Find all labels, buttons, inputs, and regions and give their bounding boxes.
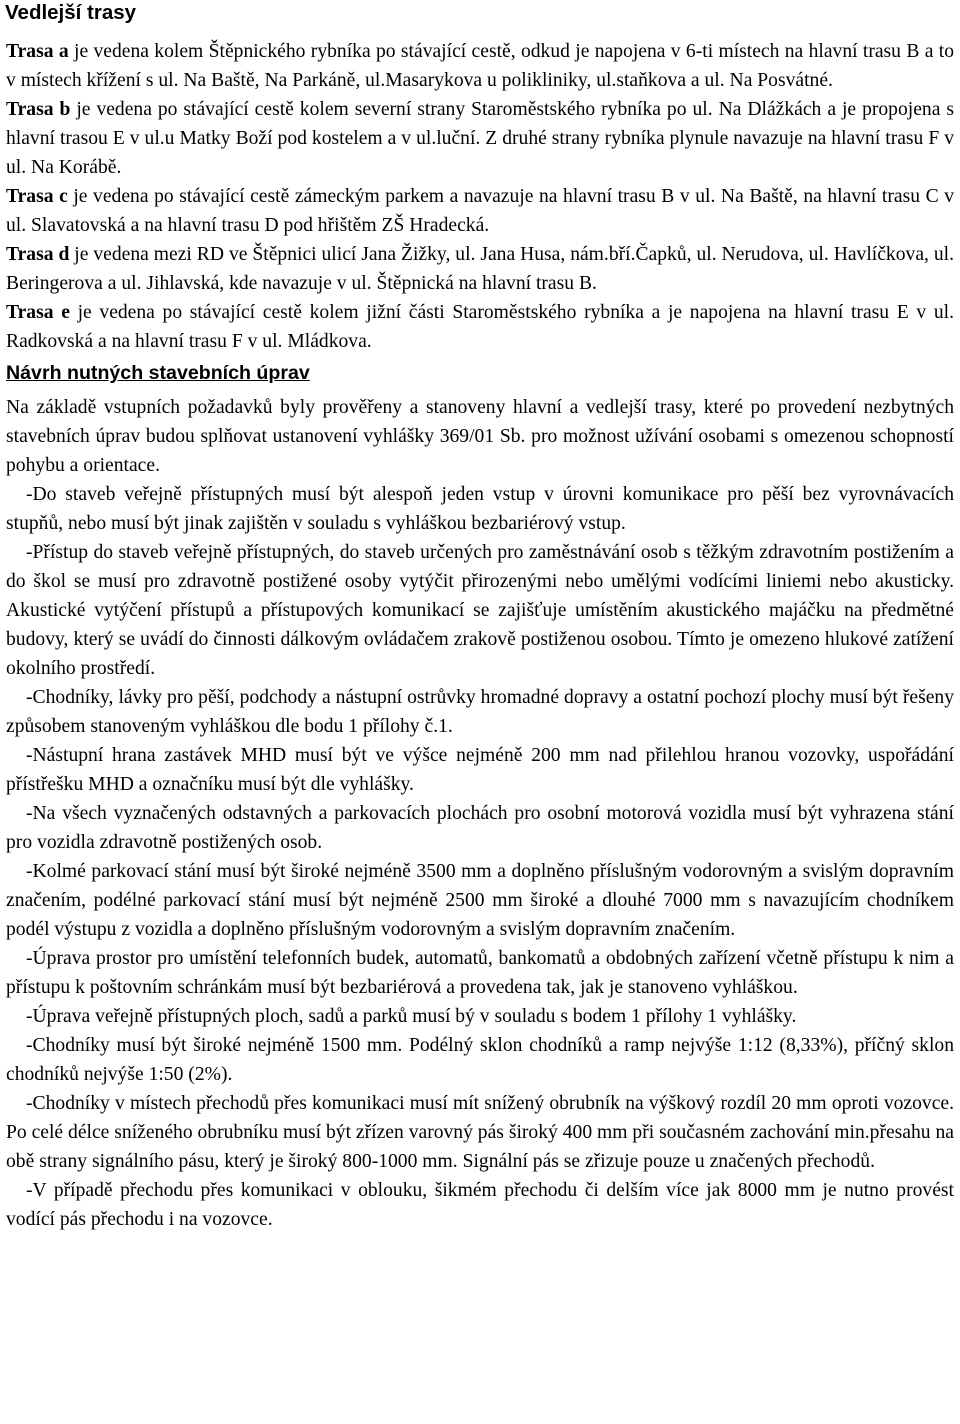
intro-paragraph: Na základě vstupních požadavků byly prověřeny a stanoveny hlavní a vedlejší trasy, které po provedení nezbytných stavebních úprav budou splňovat ustanovení vyhlášky 369/01 Sb. pro možnost užívání osobami s omezenou schopností pohybu a orientace. [6, 397, 954, 476]
route-a-label: Trasa a [6, 41, 69, 62]
requirement-item: -Chodníky musí být široké nejméně 1500 mm. Podélný sklon chodníků a ramp nejvýše 1:12 (8,33%), příčný sklon chodníků nejvýše 1:50 (2%). [6, 1035, 954, 1085]
heading-proposal: Návrh nutných stavebních úprav [6, 362, 310, 384]
route-b-text: je vedena po stávající cestě kolem severní strany Staroměstského rybníka po ul. Na Dlážkách a je propojena s hlavní trasou E v ul.u Matky Boží pod kostelem a v ul.luční. Z druhé strany rybníka plynule navazuje na hlavní trasu F v ul. Na Korábě. [6, 99, 954, 178]
route-c-label: Trasa c [6, 186, 68, 207]
requirement-item: -Kolmé parkovací stání musí být široké nejméně 3500 mm a doplněno příslušným vodorovným a svislým dopravním značením, podélné parkovací stání musí být nejméně 2500 mm široké a dlouhé 7000 mm s navazujícím chodníkem podél výstupu z vozidla a doplněno příslušným vodorovným a svislým dopravním značením. [6, 861, 954, 940]
route-b-label: Trasa b [6, 99, 71, 120]
route-c [6, 182, 954, 240]
route-d [6, 240, 954, 298]
routes-section [6, 37, 954, 356]
requirement-item: -Přístup do staveb veřejně přístupných, do staveb určených pro zaměstnávání osob s těžkým zdravotním postižením a do škol se musí pro zdravotně postižené osoby vytýčit přirozenými nebo umělými vodícími liniemi nebo akusticky. Akustické vytýčení přístupů a přístupových komunikací se zajišťuje umístěním akustického majáčku na předmětné budovy, který se uvádí do činnosti dálkovým ovládačem zrakově postiženou osobou. Tímto je omezeno hlukové zatížení okolního prostředí. [6, 542, 954, 679]
requirement-item: -Nástupní hrana zastávek MHD musí být ve výšce nejméně 200 mm nad přilehlou hranou vozovky, uspořádání přístřešku MHD a označníku musí být dle vyhlášky. [6, 745, 954, 795]
requirement-item: -Na všech vyznačených odstavných a parkovacích plochách pro osobní motorová vozidla musí být vyhrazena stání pro vozidla zdravotně postižených osob. [6, 803, 954, 853]
requirement-item: -Úprava veřejně přístupných ploch, sadů a parků musí bý v souladu s bodem 1 přílohy 1 vyhlášky. [26, 1006, 797, 1027]
route-a [6, 37, 954, 95]
route-e [6, 298, 954, 356]
heading-secondary-routes: Vedlejší trasy [5, 1, 137, 24]
requirement-item: -V případě přechodu přes komunikaci v oblouku, šikmém přechodu či delším více jak 8000 mm je nutno provést vodící pás přechodu i na vozovce. [6, 1180, 954, 1230]
requirements-list [6, 480, 954, 1234]
requirement-item: -Chodníky, lávky pro pěší, podchody a nástupní ostrůvky hromadné dopravy a ostatní pochozí plochy musí být řešeny způsobem stanoveným vyhláškou dle bodu 1 přílohy č.1. [6, 687, 954, 737]
route-e-text: je vedena po stávající cestě kolem jižní části Staroměstského rybníka a je napojena na hlavní trasu E v ul. Radkovská a na hlavní trasu F v ul. Mládkova. [6, 302, 955, 352]
route-a-text: je vedena kolem Štěpnického rybníka po stávající cestě, odkud je napojena v 6-ti místech na hlavní trasu B a to v místech křížení s ul. Na Baště, Na Parkáně, ul.Masarykova u polikliniky, ul.staňkova a ul. Na Posvátné. [6, 41, 954, 91]
route-d-text: je vedena mezi RD ve Štěpnici ulicí Jana Žižky, ul. Jana Husa, nám.bří.Čapků, ul. Nerudova, ul. Havlíčkova, ul. Beringerova a ul. Jihlavská, kde navazuje v ul. Štěpnická na hlavní trasu B. [6, 244, 954, 294]
route-d-label: Trasa d [6, 244, 70, 265]
requirement-item: -Do staveb veřejně přístupných musí být alespoň jeden vstup v úrovni komunikace pro pěší bez vyrovnávacích stupňů, nebo musí být jinak zajištěn v souladu s vyhláškou bezbariérový vstup. [6, 484, 954, 534]
requirement-item: -Chodníky v místech přechodů přes komunikaci musí mít snížený obrubník na výškový rozdíl 20 mm oproti vozovce. Po celé délce sníženého obrubníku musí být zřízen varovný pás široký 400 mm při současném zachování min.přesahu na obě strany signálního pásu, který je široký 800-1000 mm. Signální pás se zřizuje pouze u značených přechodů. [6, 1093, 954, 1172]
route-b [6, 95, 954, 182]
requirement-item: -Úprava prostor pro umístění telefonních budek, automatů, bankomatů a obdobných zařízení včetně přístupu k nim a přístupu k poštovním schránkám musí být bezbariérová a provedena tak, jak je stanoveno vyhláškou. [6, 948, 954, 998]
route-e-label: Trasa e [6, 302, 70, 323]
route-c-text: je vedena po stávající cestě zámeckým parkem a navazuje na hlavní trasu B v ul. Na Baště, na hlavní trasu C v ul. Slavatovská a na hlavní trasu D pod hřištěm ZŠ Hradecká. [6, 186, 954, 236]
